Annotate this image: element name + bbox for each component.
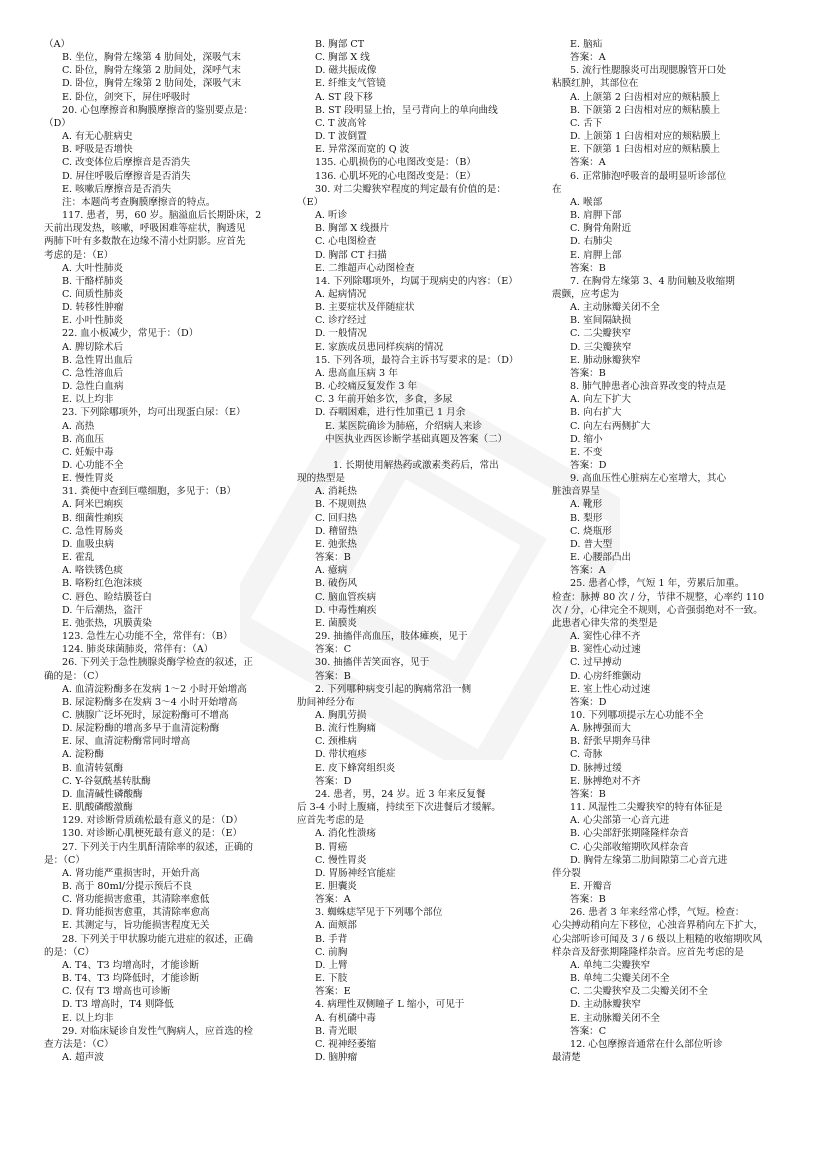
text-line: （E） — [297, 196, 324, 208]
text-line: 天前出现发热，咳嗽，呼吸困难等症状，胸透见 — [44, 223, 246, 235]
text-line: 2. 下列哪种病变引起的胸痛常沿一侧 — [315, 683, 472, 695]
text-line: 答案：A — [570, 52, 606, 64]
column-right — [552, 38, 796, 1064]
text-line: B. 手背 — [315, 933, 348, 945]
text-line: C. 急性溶血后 — [62, 367, 124, 379]
text-line: A. 癔病 — [315, 565, 348, 577]
text-line: D. 脑肿瘤 — [315, 1052, 358, 1064]
text-line: 130. 对诊断心肌梗死最有意义的是：（E） — [62, 828, 243, 840]
text-line: E. 脉搏绝对不齐 — [570, 775, 641, 787]
text-line: E. 弛张热，巩膜黄染 — [62, 617, 152, 629]
text-line: 次 / 分，心律完全不规则，心音强弱绝对不一致。 — [552, 604, 763, 616]
text-line: A. 脉搏强而大 — [570, 723, 631, 735]
text-line: B. 窦性心动过速 — [570, 644, 641, 656]
text-line: 124. 肺炎球菌肺炎，常伴有：（A） — [62, 644, 214, 656]
text-line: 答案：D — [570, 460, 607, 471]
text-line: B. 肩胛下部 — [570, 210, 622, 222]
text-line: 的是：（C） — [44, 946, 95, 958]
text-line: A. 肾功能严重损害时，开始升高 — [62, 867, 200, 879]
text-line: B. 心绞痛反复发作 3 年 — [315, 381, 418, 393]
text-line: E. 肺动脉瓣狭窄 — [570, 354, 641, 366]
text-line: B. 尿淀粉酶多在发病 3～4 小时开始增高 — [62, 696, 238, 708]
text-line: A. 咯铁锈色痰 — [62, 565, 123, 577]
text-line: E. 室上性心动过速 — [570, 683, 651, 695]
text-line: A. 听诊 — [315, 210, 348, 222]
text-line: E. 某医院确诊为肺癌，介绍病人来诊 — [325, 420, 483, 432]
text-line: E. 以上均非 — [62, 1012, 114, 1024]
text-line: B. 青光眼 — [315, 1025, 357, 1037]
text-line: 后 3-4 小时上腹痛，持续至下次进餐后才缓解。 — [297, 802, 501, 814]
text-line: E. 脑疝 — [570, 39, 603, 50]
text-line: 答案：C — [570, 1025, 607, 1037]
text-line: D. 胃肠神经官能症 — [315, 867, 396, 879]
text-line: B. 破伤风 — [315, 578, 357, 590]
text-line: D. 午后潮热，盗汗 — [62, 604, 143, 616]
text-line: E. 主动脉瓣关闭不全 — [570, 1012, 660, 1024]
text-line: C. 二尖瓣狭窄 — [570, 328, 632, 340]
text-line: D. 右肺尖 — [570, 236, 613, 248]
text-line: 23. 下列除哪项外，均可出现蛋白尿：（E） — [62, 407, 246, 419]
text-line: 心尖搏动稍向左下移位，心浊音界稍向左下扩大， — [552, 920, 764, 932]
text-line: B. 胸部 CT — [315, 39, 365, 50]
text-line: E. 下颌第 1 臼齿相对应的颊粘膜上 — [570, 144, 721, 156]
text-line: C. 舌下 — [570, 117, 603, 129]
text-line: B. 高血压 — [62, 433, 104, 445]
text-line: E. 卧位，剑突下，屏住呼吸时 — [62, 91, 191, 103]
text-line: A. 血清淀粉酶多在发病 1～2 小时开始增高 — [62, 683, 247, 695]
text-line: E. 肌酸磷酸激酶 — [62, 802, 133, 814]
text-line: 30. 抽搐伴苦笑面容，见于 — [315, 657, 430, 669]
text-line: B. 向右扩大 — [570, 407, 622, 419]
text-line: A. 主动脉瓣关闭不全 — [570, 302, 660, 314]
text-line: C. 胸骨角附近 — [570, 223, 632, 235]
text-line: D. 卧位，胸骨左缘第 2 肋间处，深吸气末 — [62, 78, 242, 90]
text-line: A. 有机磷中毒 — [315, 1012, 376, 1024]
text-line: A. 高热 — [62, 420, 95, 432]
text-line: A. 胸肌劳损 — [315, 709, 367, 721]
text-line: 26. 患者 3 年来经常心悸，气短。检查： — [570, 907, 745, 919]
text-line: D. T 波倒置 — [315, 131, 367, 143]
text-line: 答案：A — [570, 565, 606, 577]
text-line: 123. 急性左心功能不全，常伴有：（B） — [62, 631, 233, 643]
text-line: 现的热型是 — [297, 473, 345, 485]
text-line: B. T4、T3 均降低时，才能诊断 — [62, 973, 200, 985]
text-line: C. 妊娠中毒 — [62, 446, 114, 458]
text-line: 中医执业西医诊断学基础真题及答案（二） — [325, 433, 508, 445]
column-middle — [297, 38, 545, 1064]
text-line: C. T 波高耸 — [315, 117, 367, 129]
text-line: A. 向左下扩大 — [570, 394, 631, 406]
text-line: D. 吞咽困难，进行性加重已 1 月余 — [315, 407, 466, 419]
text-line: D. 心功能不全 — [62, 460, 124, 471]
text-line: C. 诊疗经过 — [315, 315, 367, 327]
text-line: 12. 心包摩擦音通常在什么部位听诊 — [570, 1038, 723, 1050]
text-line: E. 以上均非 — [62, 394, 114, 406]
text-line: E. 菌膜炎 — [315, 617, 357, 629]
text-line: 粘膜红肿，其部位在 — [552, 78, 639, 90]
text-line: E. 开瓣音 — [570, 881, 612, 892]
text-line: 检查：脉搏 80 次 / 分，节律不规整，心率约 110 — [552, 591, 765, 603]
text-line: D. 胸部 CT 扫描 — [315, 249, 387, 261]
text-line: 答案：B — [315, 670, 351, 682]
text-line: C. 胰腺广泛坏死时，尿淀粉酶可不增高 — [62, 709, 229, 721]
text-line: D. 普大型 — [570, 538, 613, 550]
text-line: 117. 患者，男，60 岁。脑溢血后长期卧床，2 — [62, 210, 262, 222]
text-line: C. 仅有 T3 增高也可诊断 — [62, 986, 171, 998]
text-line: C. 改变体位后摩擦音是否消失 — [62, 157, 191, 169]
text-line: B. 流行性胸痛 — [315, 723, 377, 735]
text-line: 样杂音及舒张期隆隆样杂音。应首先考虑的是 — [552, 946, 744, 958]
text-line: 30. 对二尖瓣狭窄程度的判定最有价值的是： — [315, 183, 506, 195]
text-line: B. 下颌第 2 臼齿相对应的颊粘膜上 — [570, 104, 721, 116]
text-line: 14. 下列除哪项外，均属于现病史的内容：（E） — [315, 275, 518, 287]
text-line: D. 主动脉瓣狭窄 — [570, 999, 642, 1011]
text-line: A. 窦性心律不齐 — [570, 631, 641, 643]
text-line: 27. 下列关于内生肌酐清除率的叙述，正确的 — [62, 841, 253, 853]
text-line: D. 脉搏过缓 — [570, 762, 622, 774]
text-line: E. 肩胛上部 — [570, 249, 622, 261]
text-line: E. 纤维支气管镜 — [315, 78, 386, 90]
text-line: D. 胸骨左缘第二肋间隙第二心音亢进 — [570, 854, 728, 866]
text-line: C. 胸部 X 线 — [315, 52, 370, 64]
text-line: 1. 长期使用解热药或激素类药后，常出 — [333, 460, 499, 471]
text-line: 应首先考虑的是 — [297, 815, 365, 827]
text-line: E. 弛张热 — [315, 538, 357, 550]
text-line: B. 呼吸是否增快 — [62, 144, 133, 156]
text-line: C. 肾功能损害愈重，其清除率愈低 — [62, 894, 210, 906]
text-line: 心尖部听诊可闻及 3 / 6 级以上粗糙的收缩期吹风 — [552, 933, 762, 945]
text-line: A. 心尖部第一心音亢进 — [570, 815, 670, 827]
text-line: B. 不规则热 — [315, 499, 367, 511]
text-line: A. 阿米巴痢疾 — [62, 499, 123, 511]
text-line: B. 单纯二尖瓣关闭不全 — [570, 973, 670, 985]
text-line: 29. 对临床疑诊自发性气胸病人，应首选的检 — [62, 1025, 253, 1037]
text-line: B. 胃癌 — [315, 841, 348, 853]
text-line: A. 上颌第 2 臼齿相对应的颊粘膜上 — [570, 91, 720, 103]
text-line: 20. 心包摩擦音和胸膜摩擦音的鉴别要点是： — [62, 104, 253, 116]
text-line: B. 梨形 — [570, 512, 603, 524]
text-line: E. 尿、血清淀粉酶常同时增高 — [62, 736, 191, 748]
text-line: E. 皮下蜂窝组织炎 — [315, 762, 396, 774]
text-line: 答案：C — [315, 644, 352, 656]
text-line: B. 室间隔缺损 — [570, 315, 632, 327]
text-line: D. 上颌第 1 臼齿相对应的颊粘膜上 — [570, 131, 721, 143]
text-line: B. ST 段明显上抬，呈弓背向上的单向曲线 — [315, 104, 498, 116]
text-line: （D） — [44, 117, 71, 129]
text-line: 两肺下叶有多数散在边缘不清小灶阴影。应首先 — [44, 236, 246, 248]
text-line: C. 二尖瓣狭窄及二尖瓣关闭不全 — [570, 986, 708, 998]
text-line: E. 其测定与，旨功能损害程度无关 — [62, 920, 210, 932]
text-line: C. 脑血管疾病 — [315, 591, 377, 603]
text-line: D. 急性白血病 — [62, 381, 124, 393]
text-line: D. 血吸虫病 — [62, 538, 114, 550]
text-line: B. 干酪样肺炎 — [62, 275, 124, 287]
text-line: D. 磁共振成像 — [315, 65, 377, 77]
text-line: 10. 下列哪项提示左心功能不全 — [570, 709, 704, 721]
text-line: C. 卧位，胸骨左缘第 2 肋间处，深呼气末 — [62, 65, 241, 77]
text-line: C. 过早搏动 — [570, 657, 622, 669]
text-line: E. 不变 — [570, 446, 603, 458]
text-line: A. 起病情况 — [315, 288, 367, 300]
text-line: B. 细菌性痢疾 — [62, 512, 124, 524]
text-line: E. 下肢 — [315, 973, 348, 985]
text-line: 28. 下列关于甲状腺功能亢进症的叙述，正确 — [62, 933, 253, 945]
text-line: D. 三尖瓣狭窄 — [570, 341, 632, 353]
text-line: B. 坐位，胸骨左缘第 4 肋间处，深吸气末 — [62, 52, 241, 64]
text-line: 答案：B — [570, 894, 606, 906]
text-line: C. 急性胃肠炎 — [62, 525, 124, 537]
text-line: B. 舒张早期奔马律 — [570, 736, 651, 748]
text-line: C. Y-谷氨酰基转肽酶 — [62, 775, 151, 787]
text-line: B. 咯粉红色泡沫痰 — [62, 578, 143, 590]
text-line: 注：本题尚考查胸膜摩擦音的特点。 — [62, 196, 216, 208]
text-line: 8. 肺气肿患者心浊音界改变的特点是 — [570, 381, 727, 393]
text-line: 答案：A — [315, 894, 351, 906]
text-line: 129. 对诊断骨质疏松最有意义的是：（D） — [62, 815, 243, 827]
text-line: B. 主要症状及伴随症状 — [315, 302, 415, 314]
text-line: 29. 抽搐伴高血压，肢体瘫痪，见于 — [315, 631, 468, 643]
text-line: 5. 流行性腮腺炎可出现腮腺管开口处 — [570, 65, 727, 77]
text-line: D. 上臂 — [315, 959, 348, 971]
text-line: 查方法是：（C） — [44, 1038, 114, 1050]
text-line: 9. 高血压性心脏病左心室增大，其心 — [570, 473, 727, 485]
text-line: D. 血清碱性磷酸酶 — [62, 788, 143, 800]
text-line: A. 喉部 — [570, 196, 603, 208]
text-line: B. 胸部 X 线摄片 — [315, 223, 390, 235]
text-line: 6. 正常肺泡呼吸音的最明显听诊部位 — [570, 170, 727, 182]
text-line: 答案：B — [315, 552, 351, 564]
text-line: E. 霍乱 — [62, 552, 95, 564]
text-line: 15. 下列各项，最符合主诉书写要求的是：（D） — [315, 354, 519, 366]
text-line: A. ST 段下移 — [315, 91, 373, 103]
text-line: 答案：D — [315, 775, 352, 787]
text-line: E. 小叶性肺炎 — [62, 315, 124, 327]
text-line: E. 二维超声心动图检查 — [315, 262, 415, 274]
text-line: D. 肾功能损害愈重，其清除率愈高 — [62, 907, 210, 919]
text-line: 22. 血小板减少，常见于：（D） — [62, 328, 199, 340]
text-line: E. 慢性胃炎 — [62, 473, 114, 485]
text-line: A. 有无心脏病史 — [62, 131, 133, 143]
text-line: A. 消耗热 — [315, 486, 357, 498]
text-line: D. 稽留热 — [315, 525, 358, 537]
text-line: C. 奇脉 — [570, 749, 603, 761]
text-line: 25. 患者心悸，气短 1 年，劳累后加重。 — [570, 578, 745, 590]
text-line: 答案：E — [315, 986, 351, 998]
text-line: B. 心尖部舒张期隆隆样杂音 — [570, 828, 689, 840]
text-line: 31. 粪便中查到巨噬细胞，多见于：（B） — [62, 486, 237, 498]
text-line: 震颤，应考虑为 — [552, 288, 620, 300]
text-line: D. 中毒性痢疾 — [315, 604, 377, 616]
text-line: A. 单纯二尖瓣狭窄 — [570, 959, 651, 971]
text-line: 答案：B — [570, 788, 606, 800]
text-line: E. 家族成员患同样疾病的情况 — [315, 341, 444, 353]
text-line: 伴分裂 — [552, 867, 581, 879]
text-line: B. 急性胃出血后 — [62, 354, 133, 366]
text-line: C. 心尖部收缩期吹风样杂音 — [570, 841, 689, 853]
text-line: C. 间质性肺炎 — [62, 288, 124, 300]
text-line: D. 一般情况 — [315, 328, 367, 340]
text-line: C. 视神经萎缩 — [315, 1038, 377, 1050]
text-line: C. 慢性胃炎 — [315, 854, 367, 866]
text-line: 此患者心律失常的类型是 — [552, 617, 658, 629]
text-line: 是：（C） — [44, 854, 85, 866]
text-line: 136. 心肌坏死的心电图改变是：（E） — [315, 170, 476, 182]
text-line: A. 大叶性肺炎 — [62, 262, 123, 274]
text-line: E. 咳嗽后摩擦音是否消失 — [62, 183, 172, 195]
text-line: C. 唇色、睑结膜苍白 — [62, 591, 152, 603]
text-line: 最清楚 — [552, 1052, 581, 1064]
text-line: A. 脾切除术后 — [62, 341, 123, 353]
text-line: D. 尿淀粉酶的增高多早于血清淀粉酶 — [62, 723, 220, 735]
text-line: 答案：B — [570, 262, 606, 274]
text-line: 答案：A — [570, 157, 606, 169]
text-line: C. 回归热 — [315, 512, 357, 524]
text-line: B. 血清转氨酶 — [62, 762, 124, 774]
text-line: 3. 蜘蛛痣罕见于下列哪个部位 — [315, 907, 443, 919]
text-line: D. 转移性肿瘤 — [62, 302, 124, 314]
text-line: A. T4、T3 均增高时，才能诊断 — [62, 959, 200, 971]
text-line: A. 患高血压病 3 年 — [315, 367, 398, 379]
text-line — [297, 446, 545, 459]
text-line: 脏浊音界呈 — [552, 486, 600, 498]
text-line: C. 3 年前开始多饮，多食，多尿 — [315, 394, 453, 406]
text-line: 11. 风湿性二尖瓣狭窄的特有体征是 — [570, 802, 723, 814]
text-line: C. 烧瓶形 — [570, 525, 612, 537]
text-line: C. 前胸 — [315, 946, 348, 958]
text-line: E. 异常深而宽的 Q 波 — [315, 144, 410, 156]
text-line: D. 心房纤维颤动 — [570, 670, 642, 682]
text-line: A. 超声波 — [62, 1052, 104, 1064]
text-line: A. 淀粉酶 — [62, 749, 104, 761]
text-line: E. 心腰部凸出 — [570, 552, 632, 564]
text-line: 答案：B — [570, 367, 606, 379]
text-line: 4. 病理性双侧瞳孑 L 缩小，可见于 — [315, 999, 465, 1011]
text-line: D. 屏住呼吸后摩擦音是否消失 — [62, 170, 191, 182]
text-line: 确的是：（C） — [44, 670, 105, 682]
text-line: C. 向左右两侧扩大 — [570, 420, 651, 432]
text-line: 135. 心肌损伤的心电图改变是：（B） — [315, 157, 476, 169]
text-line: A. 面颊部 — [315, 920, 357, 932]
text-line: 肋间神经分布 — [297, 696, 355, 708]
text-line: C. 心电图检查 — [315, 236, 377, 248]
text-line: 答案：D — [570, 696, 607, 708]
text-line: 24. 患者，男，24 岁。近 3 年来反复餐 — [315, 788, 486, 800]
text-line: 26. 下列关于急性胰腺炎酶学检查的叙述，正 — [62, 657, 253, 669]
text-line: 在 — [552, 183, 562, 195]
text-line: D. T3 增高时，T4 则降低 — [62, 999, 174, 1011]
text-line: C. 颈椎病 — [315, 736, 357, 748]
text-line: （A） — [44, 39, 71, 50]
column-left — [44, 38, 284, 1064]
text-line: B. 高于 80ml/分提示预后不良 — [62, 881, 193, 892]
text-line: E. 胆囊炎 — [315, 881, 357, 892]
text-line: D. 带状疱疹 — [315, 749, 367, 761]
text-line: 7. 在胸骨左缘第 3、4 肋间触及收缩期 — [570, 275, 735, 287]
text-line: 考虑的是：（E） — [44, 249, 114, 261]
text-line: A. 消化性溃疡 — [315, 828, 376, 840]
text-line: D. 缩小 — [570, 433, 603, 445]
text-line: A. 靴形 — [570, 499, 603, 511]
